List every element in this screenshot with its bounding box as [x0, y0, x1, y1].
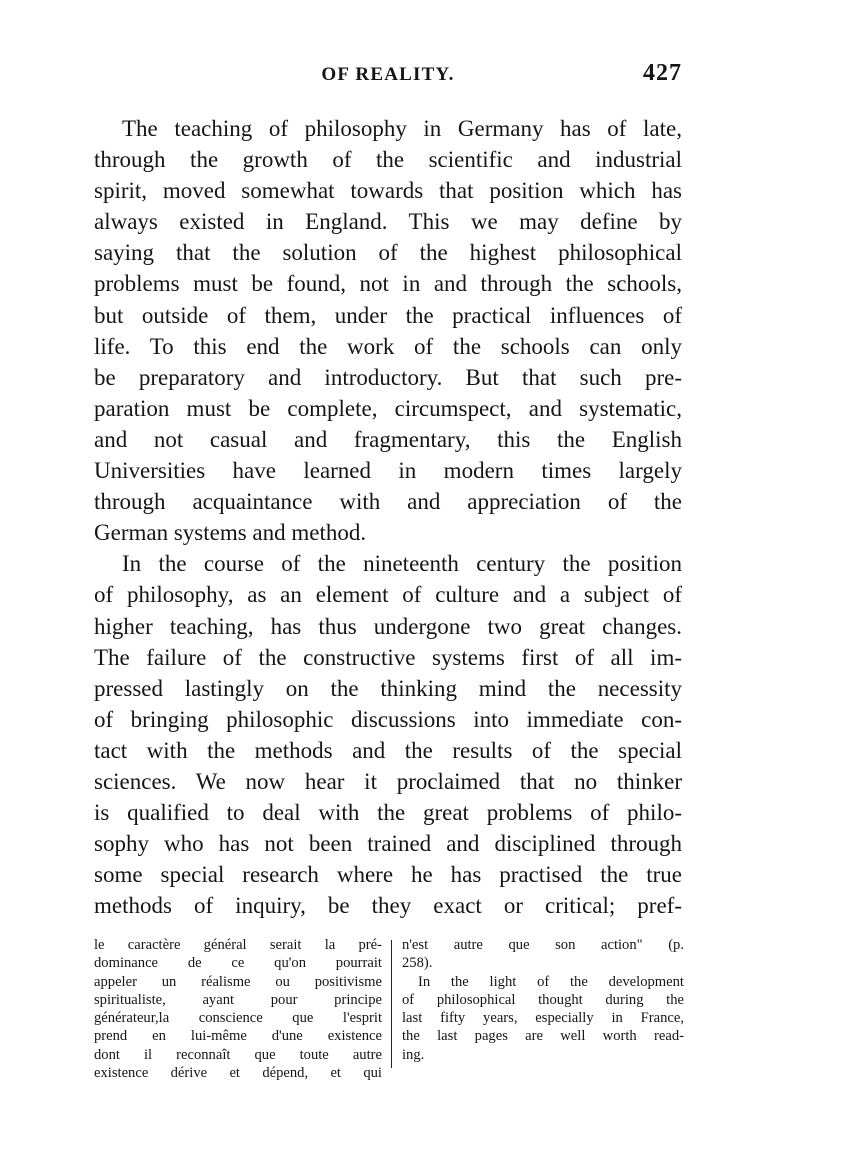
- text-line: Universities have learned in modern times largely: [94, 458, 682, 484]
- footnotes: [94, 936, 684, 1086]
- text-line: of bringing philosophic discussions into immediate con-: [94, 706, 682, 732]
- footnote-line: of philosophical thought during the: [402, 991, 684, 1008]
- text-line: pressed lastingly on the thinking mind the necessity: [94, 675, 682, 701]
- page-number: 427: [643, 60, 682, 86]
- paragraph-1: [94, 113, 682, 548]
- text-line: is qualified to deal with the great problems of philo-: [94, 800, 682, 826]
- text-line: In the course of the nineteenth century the position: [122, 551, 682, 577]
- text-line: life. To this end the work of the schools can only: [94, 333, 682, 359]
- footnote-line: n'est autre que son action" (p.: [402, 937, 684, 953]
- footnote-line: dominance de ce qu'on pourrait: [94, 955, 382, 972]
- text-line: The teaching of philosophy in Germany has of late,: [122, 116, 682, 141]
- text-line: of philosophy, as an element of culture and a subject of: [94, 582, 682, 608]
- text-line: but outside of them, under the practical influences of: [94, 302, 682, 328]
- text-line: higher teaching, has thus undergone two great changes.: [94, 613, 682, 639]
- text-line: tact with the methods and the results of the special: [94, 737, 682, 763]
- text-line: through acquaintance with and appreciation of the: [94, 489, 682, 515]
- footnote-line: the last pages are well worth read-: [402, 1028, 684, 1045]
- footnote-line: prend en lui-même d'une existence: [94, 1028, 382, 1045]
- footnote-line: 258).: [402, 955, 433, 972]
- footnote-column-left: [94, 936, 382, 1082]
- text-line: methods of inquiry, be they exact or critical; pref-: [94, 893, 682, 919]
- text-line: some special research where he has practised the true: [94, 862, 682, 888]
- text-line: The failure of the constructive systems first of all im-: [94, 644, 682, 670]
- paragraph-2: [94, 548, 682, 921]
- footnote-column-right: [402, 936, 684, 1064]
- running-title: OF REALITY.: [321, 64, 455, 85]
- text-line: saying that the solution of the highest philosophical: [94, 240, 682, 266]
- text-line: and not casual and fragmentary, this the English: [94, 426, 682, 452]
- text-line: sciences. We now hear it proclaimed that no thinker: [94, 768, 682, 794]
- footnote-line: dont il reconnaît que toute autre: [94, 1046, 382, 1063]
- footnote-line: générateur,la conscience que l'esprit: [94, 1010, 382, 1027]
- text-line: always existed in England. This we may define by: [94, 209, 682, 235]
- footnote-line: In the light of the development: [418, 973, 684, 990]
- footnote-line: existence dérive et dépend, et qui: [94, 1065, 382, 1082]
- text-line: paration must be complete, circumspect, and systematic,: [94, 395, 682, 421]
- text-line: spirit, moved somewhat towards that position which has: [94, 178, 682, 204]
- page-header: [94, 60, 682, 96]
- text-line: sophy who has not been trained and disciplined through: [94, 831, 682, 857]
- text-line: through the growth of the scientific and industrial: [94, 147, 682, 173]
- footnote-line: ing.: [402, 1046, 425, 1063]
- main-text: [94, 113, 682, 921]
- footnote-line: le caractère général serait la pré-: [94, 937, 382, 953]
- text-line: problems must be found, not in and through the schools,: [94, 271, 682, 297]
- text-line: be preparatory and introductory. But that such pre-: [94, 364, 682, 390]
- text-line: German systems and method.: [94, 520, 367, 546]
- footnote-column-divider: [391, 940, 392, 1068]
- footnote-line: appeler un réalisme ou positivisme: [94, 973, 382, 990]
- footnote-line: spiritualiste, ayant pour principe: [94, 991, 382, 1008]
- footnote-line: last fifty years, especially in France,: [402, 1010, 684, 1027]
